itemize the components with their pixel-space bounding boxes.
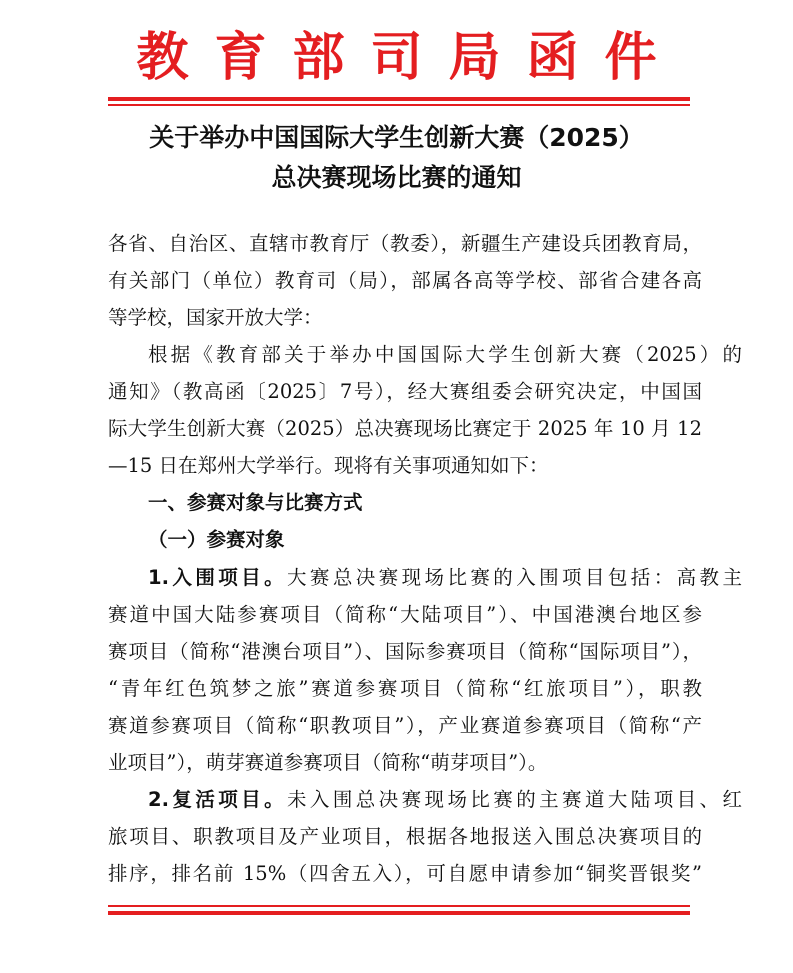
header-red-rule-thick	[108, 97, 690, 101]
item2-first-line	[108, 785, 742, 815]
masthead-title: 教育部司局函件	[136, 27, 683, 88]
item1-line: 赛道中国大陆参赛项目（简称“大陆项目”）、中国港澳台地区参	[108, 603, 702, 626]
item2-line: 旅项目、职教项目及产业项目，根据各地报送入围总决赛项目的	[108, 825, 702, 848]
intro-line: 通知》（教高函〔2025〕7号），经大赛组委会研究决定，中国国	[108, 380, 702, 403]
item2-text: 未入围总决赛现场比赛的主赛道大陆项目、红	[287, 788, 742, 811]
item2-label: 2.复活项目。	[148, 788, 287, 811]
intro-line: 根据《教育部关于举办中国国际大学生创新大赛（2025）的	[148, 343, 742, 366]
section-heading: 一、参赛对象与比赛方式	[148, 491, 363, 514]
header-red-rule-thin	[108, 104, 690, 106]
footer-red-rule-thin	[108, 905, 690, 907]
item1-line: “青年红色筑梦之旅”赛道参赛项目（简称“红旅项目”），职教	[108, 677, 702, 700]
item1-first-line	[108, 563, 742, 593]
item1-text: 大赛总决赛现场比赛的入围项目包括：高教主	[287, 566, 742, 589]
item1-line: 赛道参赛项目（简称“职教项目”），产业赛道参赛项目（简称“产	[108, 714, 702, 737]
subsection-heading: （一）参赛对象	[148, 528, 285, 551]
addressee-line: 各省、自治区、直辖市教育厅（教委），新疆生产建设兵团教育局，	[108, 232, 702, 255]
footer-red-rule-thick	[108, 911, 690, 915]
document-title-line-1: 关于举办中国国际大学生创新大赛（2025）	[149, 123, 644, 152]
item2-line: 排序，排名前 15%（四舍五入），可自愿申请参加“铜奖晋银奖”	[108, 862, 702, 885]
item1-line: 赛项目（简称“港澳台项目”）、国际参赛项目（简称“国际项目”），	[108, 640, 702, 663]
item1-label: 1.入围项目。	[148, 566, 287, 589]
intro-line: —15 日在郑州大学举行。现将有关事项通知如下：	[108, 454, 549, 477]
addressee-line: 等学校，国家开放大学：	[108, 306, 323, 329]
item1-line: 业项目”），萌芽赛道参赛项目（简称“萌芽项目”）。	[108, 751, 548, 774]
document-title-line-2: 总决赛现场比赛的通知	[271, 163, 522, 192]
addressee-line: 有关部门（单位）教育司（局），部属各高等学校、部省合建各高	[108, 269, 702, 292]
intro-line: 际大学生创新大赛（2025）总决赛现场比赛定于 2025 年 10 月 12	[108, 417, 702, 440]
